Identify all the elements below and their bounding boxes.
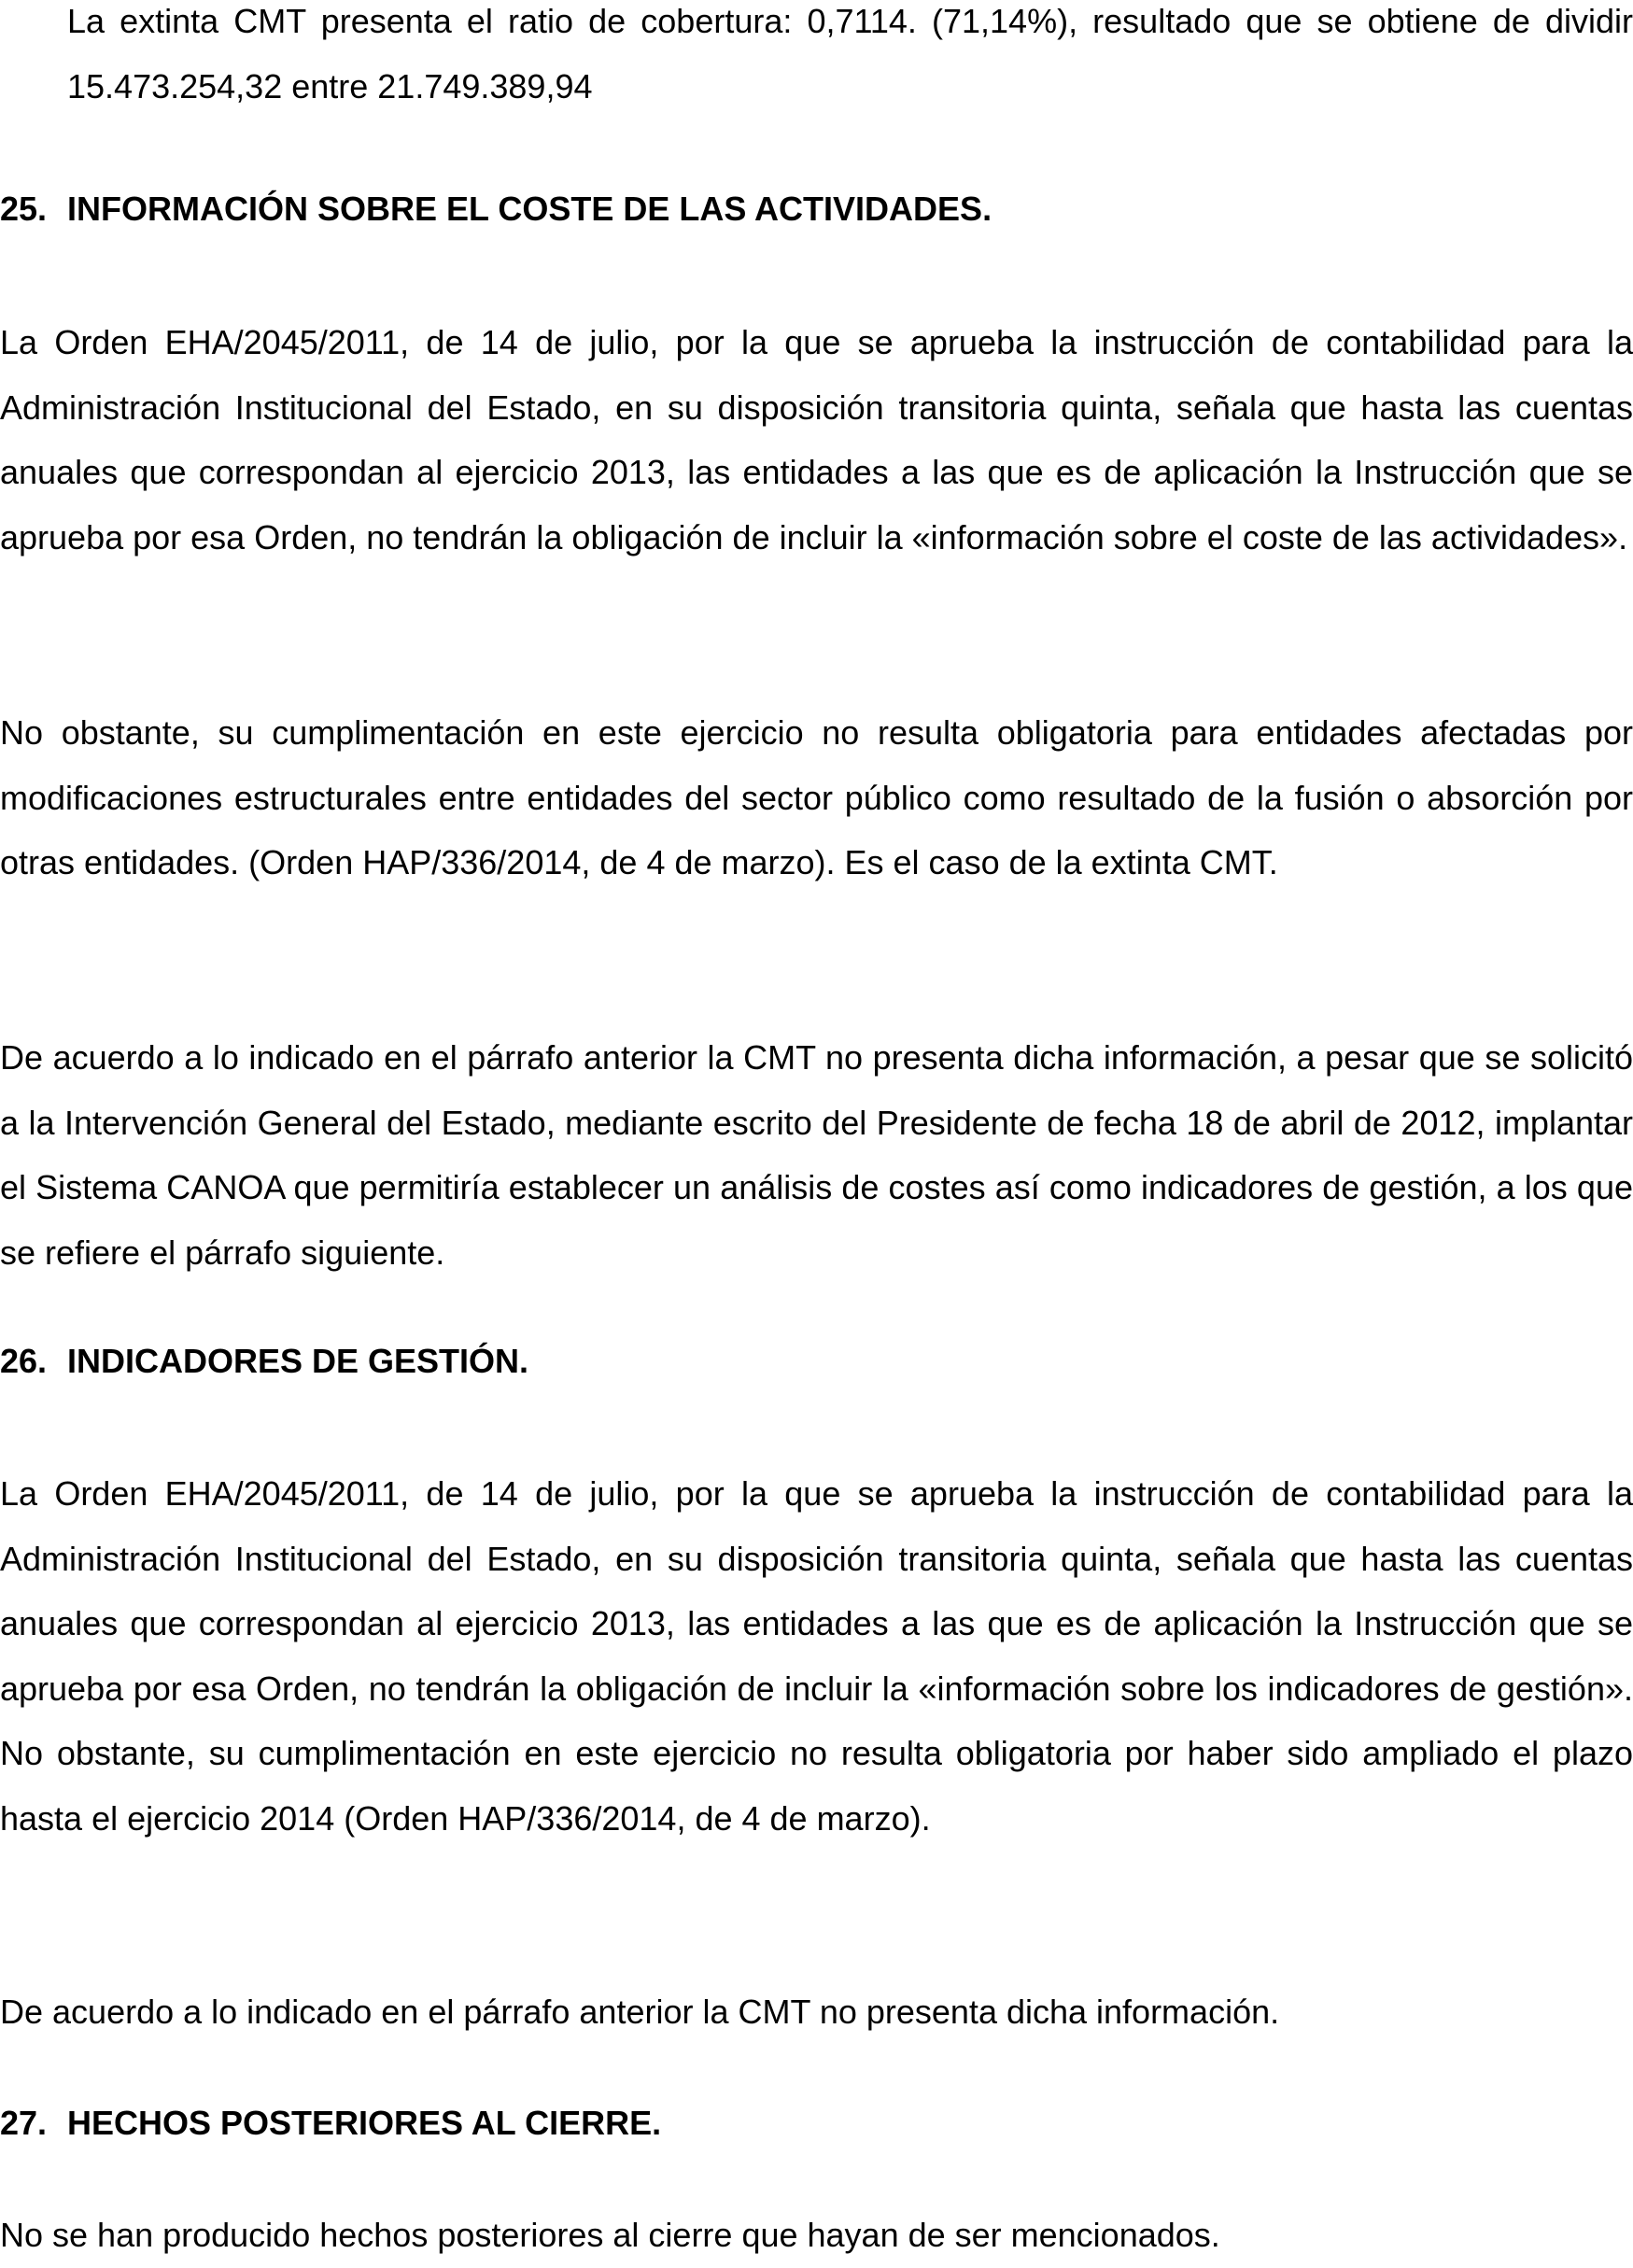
section-26-paragraph-1: La Orden EHA/2045/2011, de 14 de julio, por la que se aprueba la instrucción de contabilidad para la Administración Institucional del Estado, en su disposición transitoria quinta, señala que hasta las cuentas anuales que correspondan al ejercicio 2013, las entidades a las que es de aplicación la Instrucción que se aprueba por esa Orden, no tendrán la obligación de incluir la «información sobre los indicadores de gestión». No obstante, su cumplimentación en este ejercicio no resulta obligatoria por haber sido ampliado el plazo hasta el ejercicio 2014 (Orden HAP/336/2014, de 4 de marzo). (0, 1474, 1633, 1838)
section-25-paragraph-1: La Orden EHA/2045/2011, de 14 de julio, por la que se aprueba la instrucción de contabilidad para la Administración Institucional del Estado, en su disposición transitoria quinta, señala que hasta las cuentas anuales que correspondan al ejercicio 2013, las entidades a las que es de aplicación la Instrucción que se aprueba por esa Orden, no tendrán la obligación de incluir la «información sobre el coste de las actividades». (0, 323, 1633, 556)
intro-paragraph: La extinta CMT presenta el ratio de cobertura: 0,7114. (71,14%), resultado que se obtiene de dividir 15.473.254,32 entre 21.749.389,94 (67, 2, 1633, 106)
section-25-paragraph-2: No obstante, su cumplimentación en este ejercicio no resulta obligatoria para entidades afectadas por modificaciones estructurales entre entidades del sector público como resultado de la fusión o absorción por otras entidades. (Orden HAP/336/2014, de 4 de marzo). Es el caso de la extinta CMT. (0, 713, 1633, 881)
section-27-paragraph-1: No se han producido hechos posteriores al cierre que hayan de ser mencionados. (0, 2216, 1220, 2254)
section-25-number: 25. (0, 190, 48, 228)
section-27-heading (0, 2101, 661, 2146)
section-25-paragraph-3: De acuerdo a lo indicado en el párrafo anterior la CMT no presenta dicha información, a pesar que se solicitó a la Intervención General del Estado, mediante escrito del Presidente de fecha 18 de abril de 2012, implantar el Sistema CANOA que permitiría establecer un análisis de costes así como indicadores de gestión, a los que se refiere el párrafo siguiente. (0, 1038, 1633, 1272)
section-26-number: 26. (0, 1342, 48, 1380)
section-25-title: INFORMACIÓN SOBRE EL COSTE DE LAS ACTIVIDADES. (67, 190, 992, 228)
section-27-title: HECHOS POSTERIORES AL CIERRE. (67, 2104, 662, 2142)
section-27-number: 27. (0, 2104, 48, 2142)
section-26-paragraph-2: De acuerdo a lo indicado en el párrafo anterior la CMT no presenta dicha información. (0, 1993, 1280, 2031)
section-26-heading (0, 1339, 528, 1384)
section-25-heading (0, 187, 992, 232)
section-26-title: INDICADORES DE GESTIÓN. (67, 1342, 529, 1380)
